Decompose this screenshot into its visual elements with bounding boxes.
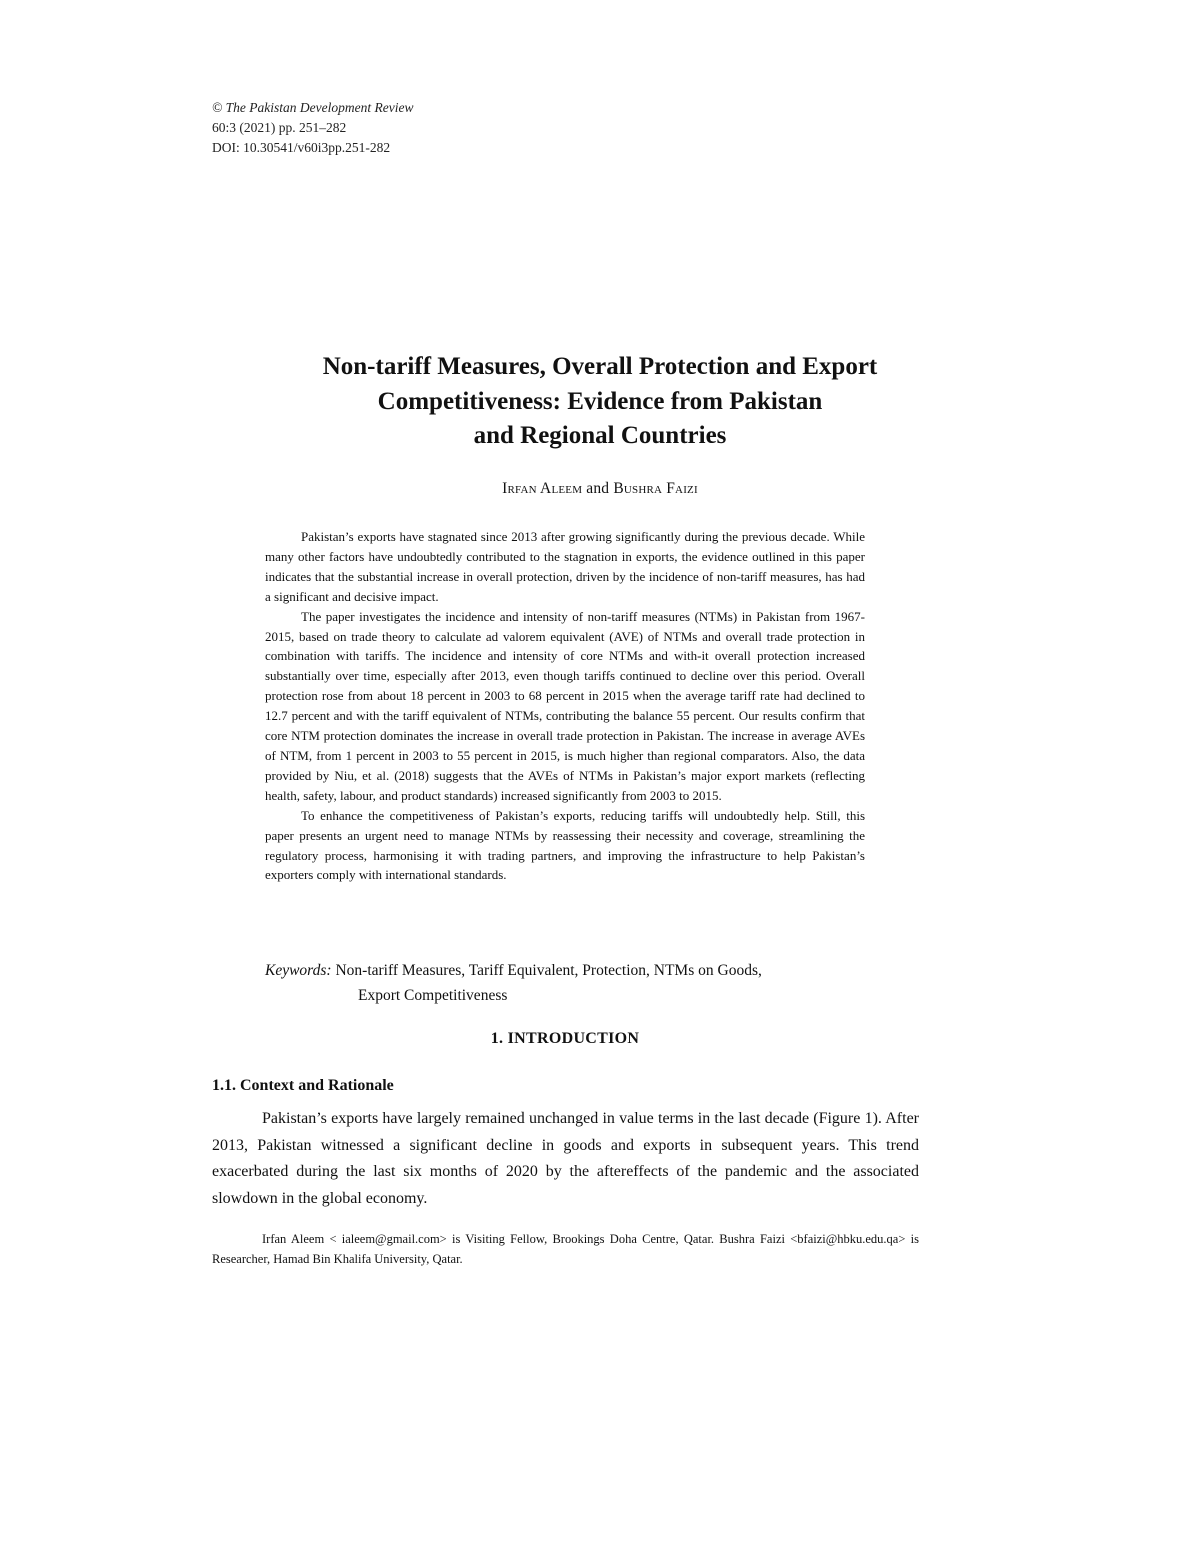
paper-title (200, 350, 1000, 454)
abstract-paragraph: To enhance the competitiveness of Pakistan’s exports, reducing tariffs will undoubtedly help. Still, this paper presents an urgent need to manage NTMs by reassessing their necessity and coverage, streamlining the regulatory process, harmonising it with trading partners, and improving the infrastructure to help Pakistan’s exporters comply with international standards. (265, 807, 865, 883)
journal-volume: 60:3 (2021) pp. 251–282 (212, 120, 347, 135)
author-2: Bushra Faizi (613, 480, 698, 497)
subsection-heading: 1.1. Context and Rationale (212, 1077, 394, 1094)
keywords (265, 958, 925, 1008)
title-line-2: Competitiveness: Evidence from Pakistan (377, 387, 823, 415)
author-footnote: Irfan Aleem < ialeem@gmail.com> is Visiting Fellow, Brookings Doha Centre, Qatar. Bushra Faizi <bfaizi@hbku.edu.qa> is Researcher, Hamad Bin Khalifa University, Qatar. (212, 1232, 919, 1266)
section-heading: 1. INTRODUCTION (490, 1030, 640, 1047)
abstract-paragraph: The paper investigates the incidence and intensity of non-tariff measures (NTMs) in Pakistan from 1967- 2015, based on trade theory to calculate ad valorem equivalent (AVE) of NTMs and overall trade protection in combination with tariffs. The incidence and intensity of core NTMs and with-it overall protection increased substantially over time, especially after 2013, even though tariffs continued to decline over this period. Overall protection rose from about 18 percent in 2003 to 68 percent in 2015 when the average tariff rate had declined to 12.7 percent and with the tariff equivalent of NTMs, contributing the balance 55 percent. Our results confirm that core NTM protection dominates the increase in overall trade protection in Pakistan. The increase in average AVEs of NTM, from 1 percent in 2003 to 55 percent in 2015, is much higher than regional comparators. Also, the data provided by Niu, et al. (2018) suggests that the AVEs of NTMs in Pakistan’s major export markets (reflecting health, safety, labour, and product standards) increased significantly from 2003 to 2015. (265, 608, 865, 803)
journal-doi: DOI: 10.30541/v60i3pp.251-282 (212, 140, 391, 155)
abstract (265, 527, 865, 885)
abstract-paragraph: Pakistan’s exports have stagnated since 2013 after growing significantly during the previous decade. While many other factors have undoubtedly contributed to the stagnation in exports, the evidence outlined in this paper indicates that the substantial increase in overall protection, driven by the incidence of non-tariff measures, has had a significant and decisive impact. (265, 529, 865, 604)
title-line-1: Non-tariff Measures, Overall Protection and Export (322, 353, 878, 380)
journal-header (212, 98, 413, 158)
keywords-line-1: Non-tariff Measures, Tariff Equivalent, Protection, NTMs on Goods, (335, 962, 762, 979)
author-line (200, 480, 1000, 498)
journal-name: © The Pakistan Development Review (212, 100, 414, 115)
body-paragraph: Pakistan’s exports have largely remained unchanged in value terms in the last decade (Figure 1). After 2013, Pakistan witnessed a significant decline in goods and exports in subsequent years. This trend exacerbated during the last six months of 2020 by the aftereffects of the pandemic and the associated slowdown in the global economy. (212, 1110, 919, 1207)
title-line-3: and Regional Countries (473, 422, 727, 449)
author-1: Irfan Aleem (502, 480, 583, 497)
author-conjunction: and (586, 480, 610, 497)
keywords-line-2: Export Competitiveness (358, 987, 508, 1004)
keywords-label: Keywords: (265, 962, 332, 979)
